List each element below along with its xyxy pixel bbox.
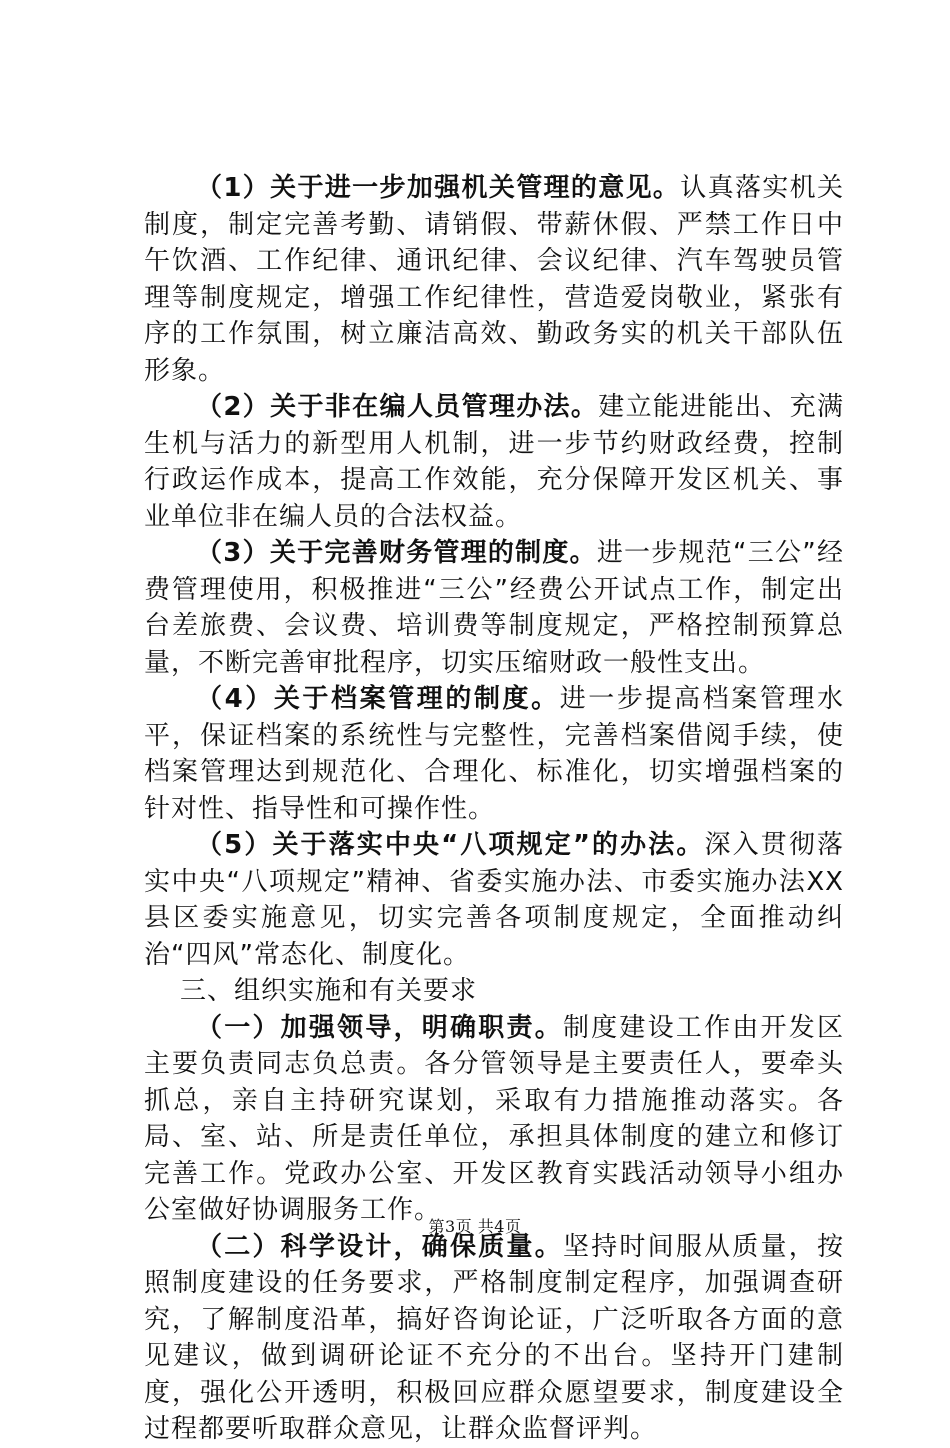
section-paragraph-2-lead: （二）科学设计，确保质量。 (196, 1231, 563, 1262)
section-paragraph-1 (144, 1010, 844, 1229)
paragraph-5-lead: （5）关于落实中央“八项规定”的办法。 (196, 830, 705, 860)
document-body (144, 170, 844, 1448)
paragraph-2-body: 建立能进能出、充满生机与活力的新型用人机制，进一步节约财政经费，控制行政运作成本，提高工作效能，充分保障开发区机关、事业单位非在编人员的合法权益。 (144, 392, 844, 532)
paragraph-5-body: 深入贯彻落实中央“八项规定”精神、省委实施办法、市委实施办法XX县区委实施意见，切实完善各项制度规定，全面推动纠治“四风”常态化、制度化。 (144, 830, 844, 970)
paragraph-1-body: 认真落实机关制度，制定完善考勤、请销假、带薪休假、严禁工作日中午饮酒、工作纪律、通讯纪律、会议纪律、汽车驾驶员管理等制度规定，增强工作纪律性，营造爱岗敬业，紧张有序的工作氛围，树立廉洁高效、勤政务实的机关干部队伍形象。 (144, 173, 844, 386)
section-paragraph-2 (144, 1229, 844, 1448)
paragraph-2-lead: （2）关于非在编人员管理办法。 (196, 392, 599, 422)
page-footer: 第3页 共4页 (428, 1217, 522, 1236)
paragraph-1-lead: （1）关于进一步加强机关管理的意见。 (196, 173, 681, 203)
section-paragraph-1-body: 制度建设工作由开发区主要负责同志负总责。各分管领导是主要责任人，要牵头抓总，亲自主持研究谋划，采取有力措施推动落实。各局、室、站、所是责任单位，承担具体制度的建立和修订完善工作。党政办公室、开发区教育实践活动领导小组办公室做好协调服务工作。 (144, 1012, 844, 1225)
paragraph-4 (144, 681, 844, 827)
paragraph-2 (144, 389, 844, 535)
paragraph-3-lead: （3）关于完善财务管理的制度。 (196, 538, 597, 568)
paragraph-4-body: 进一步提高档案管理水平，保证档案的系统性与完整性，完善档案借阅手续，使档案管理达到规范化、合理化、标准化，切实增强档案的针对性、指导性和可操作性。 (144, 684, 844, 824)
paragraph-5 (144, 827, 844, 973)
paragraph-1 (144, 170, 844, 389)
paragraph-3-body: 进一步规范“三公”经费管理使用，积极推进“三公”经费公开试点工作，制定出台差旅费、会议费、培训费等制度规定，严格控制预算总量，不断完善审批程序，切实压缩财政一般性支出。 (144, 538, 844, 678)
section-paragraph-2-body: 坚持时间服从质量，按照制度建设的任务要求，严格制度制定程序，加强调查研究，了解制度沿革，搞好咨询论证，广泛听取各方面的意见建议，做到调研论证不充分的不出台。坚持开门建制度，强化公开透明，积极回应群众愿望要求，制度建设全过程都要听取群众意见，让群众监督评判。 (144, 1231, 844, 1444)
paragraph-3 (144, 535, 844, 681)
section-heading: 三、组织实施和有关要求 (180, 976, 478, 1006)
paragraph-4-lead: （4）关于档案管理的制度。 (196, 684, 560, 714)
section-paragraph-1-lead: （一）加强领导，明确职责。 (196, 1012, 563, 1043)
